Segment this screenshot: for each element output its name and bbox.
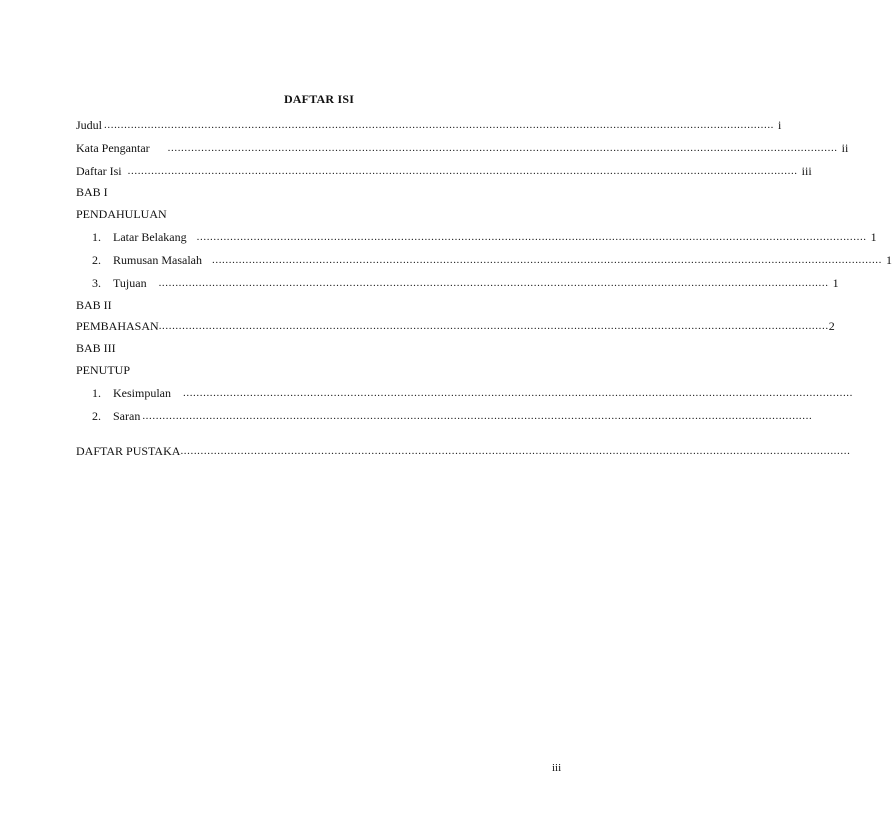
toc-entry-kesimpulan [92, 385, 853, 401]
toc-leader-dots: ........................................................................................................................................................................................................ [104, 119, 775, 131]
toc-chapter-title: PENDAHULUAN [76, 207, 167, 221]
toc-heading-pendahuluan [76, 206, 167, 222]
toc-page-number: 2 [828, 319, 835, 333]
toc-entry-saran [92, 408, 813, 424]
toc-entry-tujuan [92, 275, 839, 291]
toc-chapter-label: BAB II [76, 298, 112, 312]
toc-entry-pembahasan [76, 318, 835, 334]
toc-label: Judul [76, 118, 103, 132]
toc-entry-rumusan-masalah [92, 252, 892, 268]
toc-leader-dots: ........................................................................................................................................................................................................ [183, 387, 853, 399]
toc-item-number: 2. [92, 409, 101, 423]
toc-item-number: 1. [92, 230, 101, 244]
toc-item-label: Rumusan Masalah [113, 253, 202, 267]
toc-item-number: 2. [92, 253, 101, 267]
toc-leader-dots: ........................................................................................................................................................................................................ [180, 445, 851, 457]
toc-page-number: 1 [870, 230, 877, 244]
toc-chapter-title: PENUTUP [76, 363, 131, 377]
toc-label: DAFTAR PUSTAKA [76, 444, 181, 458]
toc-page-number: i [778, 118, 782, 132]
toc-item-number: 1. [92, 386, 101, 400]
toc-entry-daftar-isi [76, 163, 812, 179]
page-title: DAFTAR ISI [283, 92, 355, 106]
toc-page-number: ii [841, 141, 849, 155]
toc-entry-daftar-pustaka [76, 443, 851, 459]
toc-item-label: Kesimpulan [113, 386, 171, 400]
toc-item-label: Tujuan [113, 276, 147, 290]
toc-label [92, 252, 202, 268]
toc-leader-dots: ........................................................................................................................................................................................................ [212, 254, 882, 266]
toc-entry-latar-belakang [92, 229, 877, 245]
toc-label [92, 408, 140, 424]
toc-entry-kata-pengantar [76, 140, 849, 156]
page-number: iii [552, 762, 562, 774]
toc-leader-dots: ........................................................................................................................................................................................................ [127, 165, 798, 177]
toc-chapter-label: BAB I [76, 185, 108, 199]
toc-heading-bab1 [76, 184, 108, 200]
toc-leader-dots: ........................................................................................................................................................................................................ [167, 142, 838, 154]
toc-label: Daftar Isi [76, 164, 122, 178]
toc-label [92, 229, 187, 245]
toc-page-number: iii [801, 164, 812, 178]
toc-chapter-label: BAB III [76, 341, 116, 355]
toc-heading-penutup [76, 362, 130, 378]
toc-heading-bab2 [76, 297, 112, 313]
toc-item-number: 3. [92, 276, 101, 290]
toc-entry-judul [76, 117, 782, 133]
toc-label: Kata Pengantar [76, 141, 150, 155]
toc-leader-dots: ........................................................................................................................................................................................................ [158, 277, 829, 289]
toc-heading-bab3 [76, 340, 116, 356]
toc-leader-dots: ........................................................................................................................................................................................................ [158, 320, 829, 332]
toc-label: PEMBAHASAN [76, 319, 159, 333]
toc-page-number: 1 [886, 253, 892, 267]
toc-item-label: Saran [113, 409, 141, 423]
toc-label [92, 385, 171, 401]
toc-label [92, 275, 147, 291]
toc-leader-dots: ........................................................................................................................................................................................................ [196, 231, 867, 243]
toc-item-label: Latar Belakang [113, 230, 187, 244]
toc-page-number: 1 [832, 276, 839, 290]
toc-leader-dots: ........................................................................................................................................................................................................ [142, 410, 813, 422]
